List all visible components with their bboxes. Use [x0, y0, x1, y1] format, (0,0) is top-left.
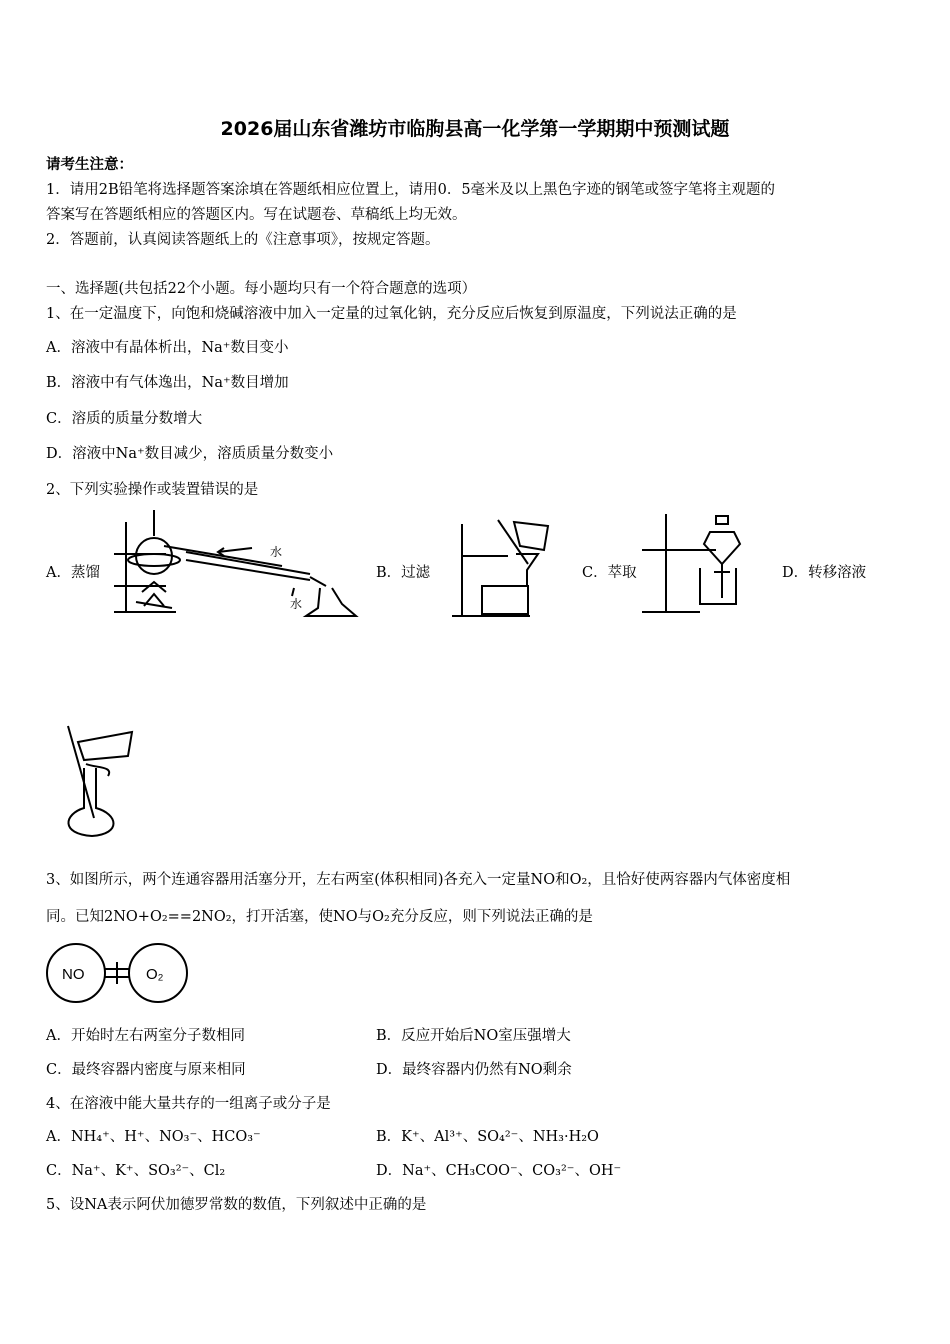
q3-option-c: C．最终容器内密度与原来相同	[46, 1062, 246, 1078]
no-chamber-label: NO	[62, 966, 85, 983]
notice-line-1a: 1．请用2B铅笔将选择题答案涂填在答题纸相应位置上，请用0．5毫米及以上黑色字迹的钢笔或签字笔将主观题的	[46, 182, 776, 198]
q3-stem-1: 3、如图所示，两个连通容器用活塞分开，左右两室(体积相同)各充入一定量NO和O₂，且恰好使两容器内气体密度相	[46, 872, 791, 888]
q2-option-b: B．过滤	[376, 565, 431, 581]
q4-option-c: C．Na⁺、K⁺、SO₃²⁻、Cl₂	[46, 1163, 226, 1179]
q1-stem: 1、在一定温度下，向饱和烧碱溶液中加入一定量的过氧化钠，充分反应后恢复到原温度，下列说法正确的是	[46, 306, 737, 322]
separatory-funnel-figure	[640, 508, 752, 618]
q1-option-a: A．溶液中有晶体析出，Na⁺数目变小	[46, 340, 289, 356]
q5-stem: 5、设NA表示阿伏加德罗常数的数值，下列叙述中正确的是	[46, 1197, 427, 1213]
q2-option-a: A．蒸馏	[46, 565, 100, 581]
q3-option-a: A．开始时左右两室分子数相同	[46, 1028, 245, 1044]
distillation-apparatus-figure	[106, 508, 362, 620]
q1-option-c: C．溶质的质量分数增大	[46, 411, 203, 427]
page-title: 2026届山东省潍坊市临朐县高一化学第一学期期中预测试题	[220, 118, 730, 140]
q4-option-b: B．K⁺、Al³⁺、SO₄²⁻、NH₃·H₂O	[376, 1129, 599, 1145]
q2-option-c: C．萃取	[582, 565, 637, 581]
q1-option-b: B．溶液中有气体逸出，Na⁺数目增加	[46, 375, 289, 391]
q3-option-b: B．反应开始后NO室压强增大	[376, 1028, 571, 1044]
connected-vessels-figure	[44, 940, 190, 1006]
water-outlet-label: 水	[290, 597, 303, 611]
transfer-solution-figure	[56, 722, 152, 842]
q4-stem: 4、在溶液中能大量共存的一组离子或分子是	[46, 1096, 331, 1112]
notice-line-1b: 答案写在答题纸相应的答题区内。写在试题卷、草稿纸上均无效。	[46, 207, 467, 223]
water-inlet-label: 水	[270, 545, 283, 559]
filtration-apparatus-figure	[450, 516, 554, 620]
notice-line-2: 2．答题前，认真阅读答题纸上的《注意事项》，按规定答题。	[46, 232, 440, 248]
q2-option-d: D．转移溶液	[782, 565, 867, 581]
q2-stem: 2、下列实验操作或装置错误的是	[46, 482, 259, 498]
q3-option-d: D．最终容器内仍然有NO剩余	[376, 1062, 572, 1078]
o2-chamber-label: O₂	[146, 966, 164, 983]
q1-option-d: D．溶液中Na⁺数目减少，溶质质量分数变小	[46, 446, 334, 462]
q4-option-a: A．NH₄⁺、H⁺、NO₃⁻、HCO₃⁻	[46, 1129, 261, 1145]
notice-heading: 请考生注意：	[46, 156, 133, 173]
section-heading: 一、选择题(共包括22个小题。每小题均只有一个符合题意的选项）	[46, 281, 477, 297]
q4-option-d: D．Na⁺、CH₃COO⁻、CO₃²⁻、OH⁻	[376, 1163, 622, 1179]
q3-stem-2: 同。已知2NO+O₂==2NO₂，打开活塞，使NO与O₂充分反应，则下列说法正确的是	[46, 909, 593, 925]
